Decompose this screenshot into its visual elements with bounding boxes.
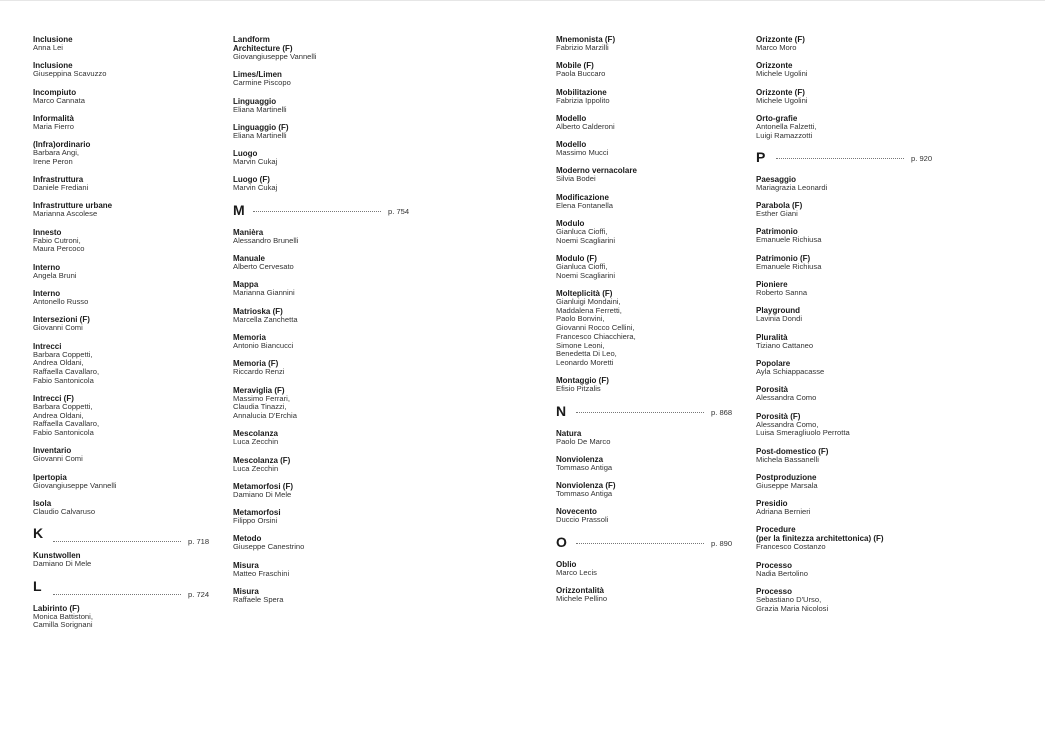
entry-author: Gianluca Cioffi, (556, 227, 608, 237)
entry-title: Processo (756, 560, 793, 570)
entry-title: Mobile (F) (556, 61, 594, 71)
entry-author: Nadia Bertolino (756, 568, 808, 578)
entry-title: Procedure (756, 525, 796, 535)
index-entry (556, 61, 637, 79)
entry-title: Matrioska (F) (233, 306, 283, 316)
section-letter-n (556, 402, 733, 423)
entry-title: Mappa (233, 280, 259, 290)
index-entry (233, 456, 316, 474)
entry-author: Barbara Coppetti, (33, 349, 93, 359)
entry-title: Linguaggio (233, 96, 277, 106)
index-entry (33, 201, 116, 219)
index-column-2 (233, 35, 410, 613)
entry-author: Esther Giani (756, 209, 798, 219)
index-entry (756, 88, 884, 106)
entry-author: Tiziano Cattaneo (756, 340, 814, 350)
entry-title: Mescolanza (F) (233, 455, 291, 465)
entry-title: Isola (33, 499, 52, 509)
index-entry (756, 561, 884, 579)
entry-title: Metamorfosi (F) (233, 481, 293, 491)
entry-author: Emanuele Richiusa (756, 235, 822, 245)
index-entry (556, 114, 637, 132)
entry-author: Grazia Maria Nicolosi (756, 603, 829, 613)
index-entry (33, 499, 116, 517)
index-entry (756, 61, 884, 79)
index-entry (556, 140, 637, 158)
entry-author: Giuseppe Canestrino (233, 542, 305, 552)
entry-title: Popolare (756, 358, 791, 368)
entry-author: Paolo De Marco (556, 436, 611, 446)
index-entry (233, 359, 316, 377)
entry-author: Alberto Calderoni (556, 121, 615, 131)
entry-author: Alessandro Brunelli (233, 235, 299, 245)
entry-title: Mobilitazione (556, 87, 607, 97)
entry-title: Meraviglia (F) (233, 385, 285, 395)
index-entry (233, 333, 316, 351)
index-entry (233, 386, 316, 421)
entry-title: Porosità (756, 385, 789, 395)
index-entry (756, 499, 884, 517)
index-entry (556, 429, 637, 447)
entry-title: Manièra (233, 227, 264, 237)
entry-title: Oblio (556, 559, 577, 569)
entry-title: Labirinto (F) (33, 603, 80, 613)
entry-author: Raffaella Cavallaro, (33, 367, 100, 377)
index-entry (233, 534, 316, 552)
entry-author: Filippo Orsini (233, 516, 278, 526)
entry-author: Marcella Zanchetta (233, 314, 298, 324)
index-entry (233, 561, 316, 579)
entry-title: (per la finitezza architettonica) (F) (756, 534, 884, 544)
index-column-3 (556, 35, 733, 612)
index-entry (556, 35, 637, 53)
index-entry (556, 254, 637, 280)
index-entry (233, 280, 316, 298)
entry-author: Fabio Santonicola (33, 375, 94, 385)
entry-title: Metodo (233, 534, 262, 544)
entry-author: Massimo Ferrari, (233, 393, 290, 403)
section-leader-rule (253, 211, 381, 212)
entry-title: Ipertopia (33, 472, 67, 482)
section-page-number: p. 920 (911, 153, 933, 163)
entry-author: Gianluca Cioffi, (556, 262, 608, 272)
index-entry (233, 508, 316, 526)
entry-author: Camilla Sorignani (33, 620, 93, 630)
entry-title: Landform (233, 35, 270, 44)
index-column-1 (33, 35, 210, 639)
entry-author: Marianna Giannini (233, 288, 295, 298)
entry-author: Angela Bruni (33, 270, 77, 280)
entry-author: Alberto Cervesato (233, 262, 294, 272)
entry-author: Andrea Oldani, (33, 358, 84, 368)
index-entry (233, 228, 316, 246)
entry-title: Intersezioni (F) (33, 315, 90, 325)
index-entry (233, 97, 316, 115)
index-entry (33, 140, 116, 166)
entry-author: Luisa Smeragliuolo Perrotta (756, 428, 850, 438)
index-entry (33, 228, 116, 254)
entry-title: (Infra)ordinario (33, 140, 91, 150)
entry-author: Silvia Bodei (556, 174, 596, 184)
index-column-4 (756, 35, 933, 622)
index-entry (756, 306, 884, 324)
index-entry (33, 61, 116, 79)
entry-title: Luogo (233, 149, 258, 159)
entry-author: Marianna Ascolese (33, 209, 98, 219)
entry-author: Noemi Scagliarini (556, 235, 616, 245)
entry-author: Raffaella Cavallaro, (33, 419, 100, 429)
entry-title: Modulo (556, 219, 585, 229)
entry-author: Alessandra Como (756, 393, 817, 403)
entry-title: Novecento (556, 507, 597, 517)
index-entry (556, 455, 637, 473)
entry-title: Modulo (F) (556, 254, 597, 264)
index-entry (33, 446, 116, 464)
entry-title: Orizzonte (756, 61, 793, 71)
entry-author: Giuseppina Scavuzzo (33, 69, 107, 79)
entry-title: Incompiuto (33, 87, 77, 97)
section-letter-heading: P (756, 148, 766, 165)
entry-title: Inclusione (33, 35, 73, 44)
entry-title: Metamorfosi (233, 508, 281, 518)
entry-author: Raffaele Spera (233, 595, 284, 605)
index-entry (33, 263, 116, 281)
entry-author: Duccio Prassoli (556, 515, 609, 525)
index-entry (233, 587, 316, 605)
entry-author: Paola Buccaro (556, 69, 606, 79)
entry-author: Fabio Cutroni, (33, 235, 81, 245)
entry-author: Marvin Cukaj (233, 183, 278, 193)
entry-author: Eliana Martinelli (233, 130, 287, 140)
entry-title: Patrimonio (756, 227, 798, 237)
section-page-number: p. 890 (711, 538, 733, 548)
entry-author: Giovangiuseppe Vannelli (233, 52, 317, 61)
entry-title: Moderno vernacolare (556, 166, 637, 176)
entry-author: Massimo Mucci (556, 148, 609, 158)
index-entry (33, 551, 116, 569)
entry-author: Barbara Coppetti, (33, 402, 93, 412)
index-entry (33, 289, 116, 307)
entry-author: Luigi Ramazzotti (756, 130, 813, 140)
section-page-number: p. 718 (188, 537, 210, 547)
entry-author: Marvin Cukaj (233, 157, 278, 167)
entry-author: Emanuele Richiusa (756, 261, 822, 271)
entry-author: Riccardo Renzi (233, 367, 285, 377)
entry-author: Tommaso Antiga (556, 462, 613, 472)
index-entry (756, 447, 884, 465)
entry-title: Orizzonte (F) (756, 35, 805, 44)
entry-title: Architecture (F) (233, 44, 293, 53)
index-entry (756, 227, 884, 245)
entry-title: Memoria (F) (233, 359, 279, 369)
entry-author: Fabrizio Marzilli (556, 43, 609, 52)
entry-title: Innesto (33, 227, 62, 237)
index-entry (233, 35, 316, 62)
section-letter-heading: K (33, 525, 44, 542)
entry-author: Lavinia Dondi (756, 314, 803, 324)
entry-title: Mescolanza (233, 429, 278, 439)
index-entry (756, 201, 884, 219)
entry-title: Modificazione (556, 192, 609, 202)
entry-author: Alessandra Como, (756, 419, 819, 429)
index-entry (556, 586, 637, 604)
entry-author: Andrea Oldani, (33, 410, 84, 420)
entry-author: Claudia Tinazzi, (233, 402, 287, 412)
entry-author: Matteo Fraschini (233, 568, 290, 578)
section-letter-m (233, 201, 410, 222)
section-leader-rule (776, 158, 904, 159)
entry-author: Barbara Angi, (33, 148, 80, 158)
index-entry (233, 482, 316, 500)
entry-title: Mnemonista (F) (556, 35, 616, 44)
index-entry (756, 175, 884, 193)
section-page-number: p. 868 (711, 407, 733, 417)
entry-author: Claudio Calvaruso (33, 507, 96, 517)
index-entry (33, 394, 116, 438)
entry-title: Linguaggio (F) (233, 122, 289, 132)
entry-author: Damiano Di Mele (33, 559, 92, 569)
index-entry (756, 587, 884, 613)
entry-title: Limes/Limen (233, 70, 282, 80)
entry-author: Carmine Piscopo (233, 78, 291, 88)
section-letter-p (756, 148, 933, 169)
entry-title: Parabola (F) (756, 201, 803, 211)
entry-author: Fabrizia Ippolito (556, 95, 610, 105)
entry-author: Giovanni Comi (33, 323, 83, 333)
entry-author: Michele Ugolini (756, 69, 808, 79)
entry-author: Elena Fontanella (556, 200, 613, 210)
entry-title: Modello (556, 140, 587, 150)
entry-author: Fabio Santonicola (33, 428, 94, 438)
entry-author: Giovangiuseppe Vannelli (33, 480, 117, 490)
section-letter-heading: N (556, 402, 567, 419)
entry-author: Michela Bassanelli (756, 454, 819, 464)
entry-author: Paolo Bonvini, (556, 314, 605, 324)
index-entry (556, 88, 637, 106)
section-letter-l (33, 577, 210, 599)
index-entry (33, 88, 116, 106)
entry-author: Roberto Sanna (756, 288, 808, 298)
entry-title: Pioniere (756, 280, 788, 290)
section-page-number: p. 754 (388, 206, 410, 216)
index-entry (33, 35, 116, 53)
index-entry (756, 333, 884, 351)
index-entry (756, 254, 884, 272)
entry-author: Leonardo Moretti (556, 358, 614, 367)
index-entry (33, 473, 116, 491)
entry-author: Mariagrazia Leonardi (756, 182, 828, 192)
entry-title: Natura (556, 428, 582, 438)
index-entry (556, 219, 637, 245)
entry-title: Montaggio (F) (556, 376, 609, 386)
entry-title: Porosità (F) (756, 411, 801, 421)
index-entry (233, 307, 316, 325)
entry-author: Eliana Martinelli (233, 104, 287, 114)
entry-title: Presidio (756, 499, 788, 509)
entry-author: Marco Cannata (33, 95, 85, 105)
index-entry (233, 254, 316, 272)
entry-author: Giovanni Comi (33, 454, 83, 464)
section-letter-k (33, 525, 210, 547)
entry-author: Gianluigi Mondaini, (556, 297, 621, 307)
entry-author: Annalucia D'Erchia (233, 410, 297, 420)
section-page-number: p. 724 (188, 589, 210, 599)
entry-author: Tommaso Antiga (556, 489, 613, 499)
entry-title: Intrecci (33, 341, 62, 351)
index-entry (233, 70, 316, 88)
entry-title: Inventario (33, 446, 72, 456)
entry-author: Adriana Bernieri (756, 507, 811, 517)
index-entry (756, 35, 884, 53)
section-leader-rule (53, 541, 181, 542)
section-leader-rule (576, 412, 704, 413)
entry-author: Damiano Di Mele (233, 489, 292, 499)
entry-author: Daniele Frediani (33, 183, 89, 193)
index-entry (33, 175, 116, 193)
entry-title: Infrastrutture urbane (33, 201, 113, 211)
entry-title: Playground (756, 306, 801, 316)
entry-title: Processo (756, 587, 793, 597)
entry-title: Informalità (33, 113, 74, 123)
entry-title: Patrimonio (F) (756, 253, 811, 263)
entry-title: Infrastruttura (33, 175, 84, 185)
entry-title: Misura (233, 560, 259, 570)
index-entry (33, 604, 116, 630)
index-entry (756, 359, 884, 377)
entry-author: Michele Ugolini (756, 95, 808, 105)
index-entry (33, 342, 116, 386)
entry-author: Luca Zecchin (233, 463, 279, 473)
entry-author: Ayla Schiappacasse (756, 366, 825, 376)
entry-title: Intrecci (F) (33, 394, 74, 404)
entry-title: Molteplicità (F) (556, 289, 613, 299)
top-rule (0, 0, 1045, 1)
entry-author: Simone Leoni, (556, 340, 605, 350)
entry-title: Luogo (F) (233, 175, 270, 185)
index-entry (756, 280, 884, 298)
index-entry (33, 114, 116, 132)
entry-author: Giuseppe Marsala (756, 480, 818, 490)
entry-title: Orizzonte (F) (756, 87, 805, 97)
index-entry (556, 560, 637, 578)
index-entry (756, 412, 884, 438)
entry-title: Post-domestico (F) (756, 446, 829, 456)
entry-title: Orizzontalità (556, 586, 605, 596)
entry-title: Interno (33, 262, 61, 272)
entry-title: Pluralità (756, 332, 788, 342)
entry-author: Maria Fierro (33, 121, 74, 131)
entry-title: Nonviolenza (556, 454, 604, 464)
entry-author: Michele Pellino (556, 594, 608, 604)
entry-author: Antonio Biancucci (233, 340, 294, 350)
index-entry (556, 193, 637, 211)
section-leader-rule (53, 594, 181, 595)
entry-author: Francesco Costanzo (756, 542, 826, 552)
entry-title: Interno (33, 289, 61, 299)
section-letter-o (556, 533, 733, 554)
entry-author: Luca Zecchin (233, 437, 279, 447)
entry-author: Maura Percoco (33, 244, 85, 254)
section-letter-heading: O (556, 533, 567, 550)
entry-author: Marco Moro (756, 43, 797, 52)
index-entry (756, 525, 884, 552)
entry-author: Noemi Scagliarini (556, 270, 616, 280)
section-letter-heading: L (33, 577, 42, 594)
entry-author: Monica Battistoni, (33, 611, 93, 621)
index-entry (33, 315, 116, 333)
index-entry (756, 473, 884, 491)
index-entry (233, 175, 316, 193)
entry-author: Francesco Chiacchiera, (556, 331, 636, 341)
entry-author: Efisio Pitzalis (556, 384, 601, 394)
section-leader-rule (576, 543, 704, 544)
index-entry (233, 123, 316, 141)
entry-title: Nonviolenza (F) (556, 481, 616, 491)
entry-author: Maddalena Ferretti, (556, 305, 622, 315)
index-entry (556, 289, 637, 368)
entry-title: Manuale (233, 254, 266, 264)
entry-title: Inclusione (33, 61, 73, 71)
index-entry (233, 429, 316, 447)
entry-title: Kunstwollen (33, 551, 81, 561)
index-entry (556, 507, 637, 525)
entry-author: Anna Lei (33, 43, 63, 52)
entry-title: Orto-grafie (756, 113, 798, 123)
index-entry (556, 376, 637, 394)
index-entry (556, 481, 637, 499)
entry-author: Sebastiano D'Urso, (756, 595, 822, 605)
entry-title: Postproduzione (756, 472, 817, 482)
index-entry (556, 166, 637, 184)
entry-author: Antonella Falzetti, (756, 121, 817, 131)
entry-author: Irene Peron (33, 156, 73, 166)
entry-author: Marco Lecis (556, 567, 597, 577)
index-entry (756, 385, 884, 403)
entry-title: Misura (233, 587, 259, 597)
entry-author: Giovanni Rocco Cellini, (556, 323, 635, 333)
section-letter-heading: M (233, 201, 245, 218)
entry-author: Antonello Russo (33, 297, 89, 307)
index-entry (756, 114, 884, 140)
entry-title: Paesaggio (756, 174, 797, 184)
entry-title: Modello (556, 113, 587, 123)
entry-title: Memoria (233, 332, 266, 342)
index-entry (233, 149, 316, 167)
entry-author: Benedetta Di Leo, (556, 349, 617, 359)
